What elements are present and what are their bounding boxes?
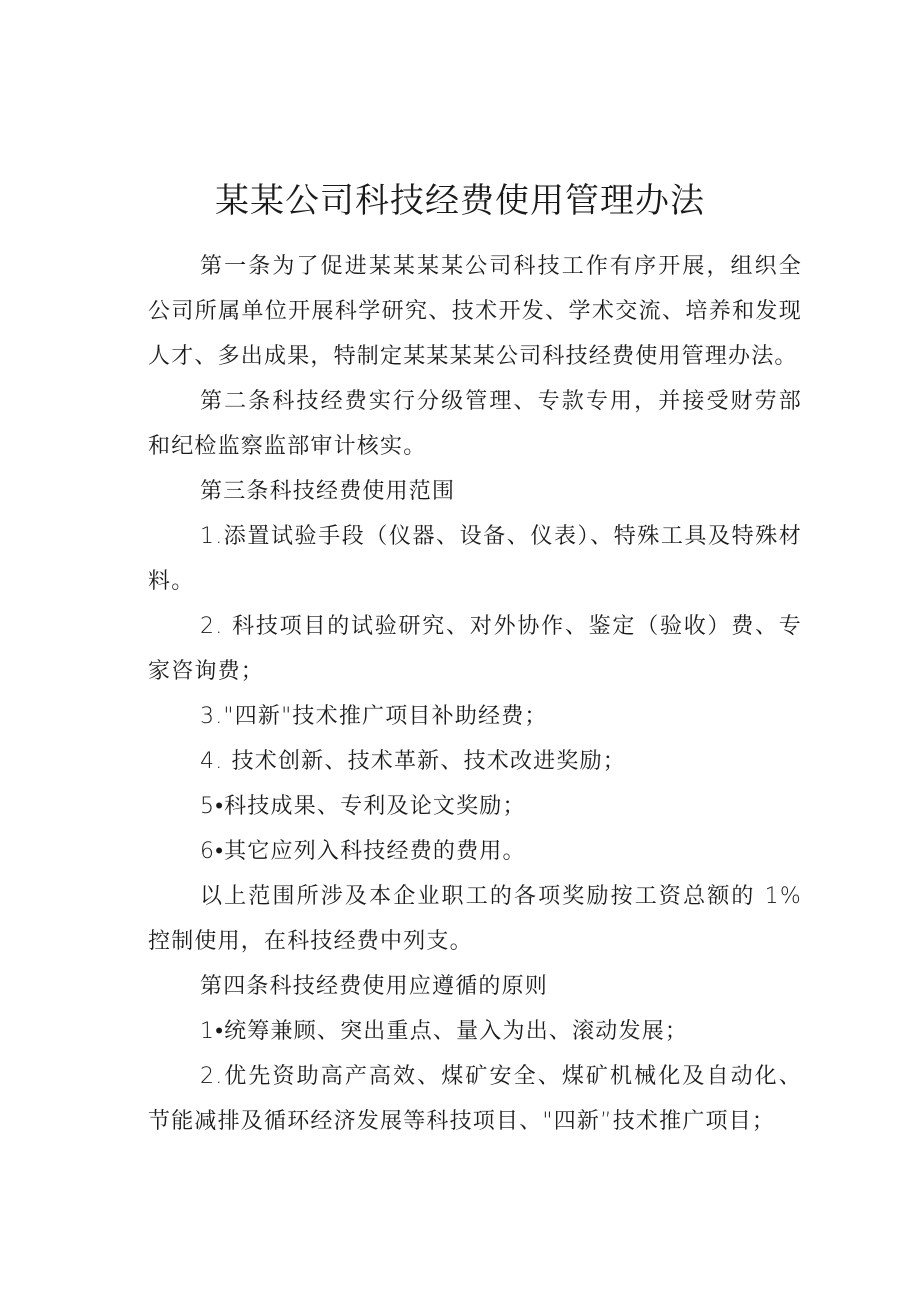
list-item-principle-2: 2.优先资助高产高效、煤矿安全、煤矿机械化及自动化、节能减排及循环经济发展等科技项目、"四新”技术推广项目； [148,1064,802,1134]
document-title: 某某公司科技经费使用管理办法 [215,180,705,221]
paragraph-article-1: 第一条为了促进某某某某公司科技工作有序开展，组织全公司所属单位开展科学研究、技术开发、学术交流、培养和发现人才、多出成果，特制定某某某某公司科技经费使用管理办法。 [148,254,802,369]
list-item-scope-6: 6•其它应列入科技经费的费用。 [200,839,526,864]
paragraph-article-2: 第二条科技经费实行分级管理、专款专用，并接受财劳部和纪检监察监部审计核实。 [148,389,802,459]
paragraph-article-4-heading: 第四条科技经费使用应遵循的原则 [200,974,549,999]
list-item-principle-1: 1•统筹兼顾、突出重点、量入为出、滚动发展； [200,1019,689,1044]
document-body [148,244,802,1144]
list-item-scope-2: 2. 科技项目的试验研究、对外协作、鉴定（验收）费、专家咨询费； [148,614,802,684]
list-item-scope-4: 4. 技术创新、技术革新、技术改进奖励； [200,749,626,774]
paragraph-scope-note: 以上范围所涉及本企业职工的各项奖励按工资总额的 1%控制使用，在科技经费中列支。 [148,884,802,954]
paragraph-article-3-heading: 第三条科技经费使用范围 [200,479,456,504]
list-item-scope-3: 3."四新"技术推广项目补助经费； [200,704,548,729]
list-item-scope-5: 5•科技成果、专利及论文奖励； [200,794,526,819]
list-item-scope-1: 1.添置试验手段（仪器、设备、仪表）、特殊工具及特殊材料。 [148,524,802,594]
